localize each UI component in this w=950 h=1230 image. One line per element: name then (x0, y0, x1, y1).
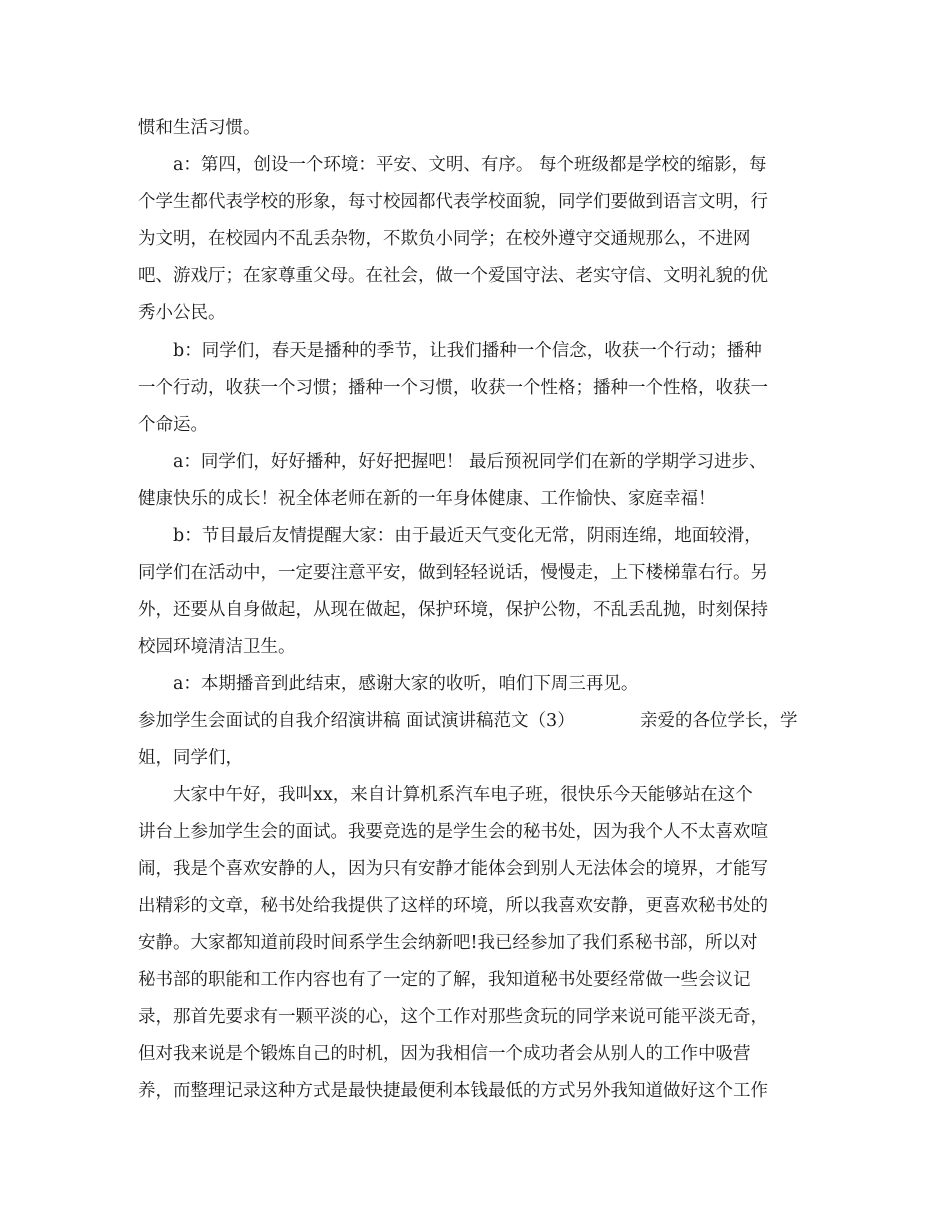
salutation: 亲爱的各位学长，学 (640, 711, 798, 731)
text-line: 同学们在活动中，一定要注意平安，做到轻轻说话，慢慢走，上下楼梯靠右行。另 (138, 563, 768, 583)
text-line: 大家中午好，我叫xx，来自计算机系汽车电子班，很快乐今天能够站在这个 (173, 785, 753, 805)
text-line: a：同学们，好好播种，好好把握吧！ 最后预祝同学们在新的学期学习进步、 (173, 452, 767, 472)
text-line: 出精彩的文章，秘书处给我提供了这样的环境，所以我喜欢安静，更喜欢秘书处的 (138, 896, 768, 916)
text-line: 养，而整理记录这种方式是最快捷最便利本钱最低的方式另外我知道做好这个工作 (138, 1081, 768, 1101)
text-line: 闹，我是个喜欢安静的人，因为只有安静才能体会到别人无法体会的境界，才能写 (138, 859, 768, 879)
text-line: 秘书部的职能和工作内容也有了一定的了解，我知道秘书处要经常做一些会议记 (138, 970, 751, 990)
text-line: b：同学们，春天是播种的季节，让我们播种一个信念，收获一个行动；播种 (173, 341, 762, 361)
section-heading: 参加学生会面试的自我介绍演讲稿 面试演讲稿范文（3） (138, 711, 575, 731)
text-line: 录，那首先要求有一颗平淡的心，这个工作对那些贪玩的同学来说可能平淡无奇， (138, 1007, 768, 1027)
text-line: 安静。大家都知道前段时间系学生会纳新吧!我已经参加了我们系秘书部，所以对 (138, 933, 758, 953)
text-line: 健康快乐的成长！祝全体老师在新的一年身体健康、工作愉快、家庭幸福！ (138, 489, 716, 509)
text-line: a：第四，创设一个环境：平安、文明、有序。 每个班级都是学校的缩影，每 (173, 155, 767, 175)
text-line: 姐，同学们， (138, 748, 243, 768)
text-line: 校园环境清洁卫生。 (138, 637, 296, 657)
text-line: b：节目最后友情提醒大家：由于最近天气变化无常，阴雨连绵，地面较滑， (173, 526, 762, 546)
text-line: 惯和生活习惯。 (138, 118, 261, 138)
text-line: 讲台上参加学生会的面试。我要竞选的是学生会的秘书处，因为我个人不太喜欢喧 (138, 822, 768, 842)
text-line: 吧、游戏厅；在家尊重父母。在社会，做一个爱国守法、老实守信、文明礼貌的优 (138, 266, 768, 286)
text-line: 秀小公民。 (138, 303, 226, 323)
text-line: 个命运。 (138, 415, 208, 435)
text-line: 但对我来说是个锻炼自己的时机，因为我相信一个成功者会从别人的工作中吸营 (138, 1044, 751, 1064)
text-line: 为文明，在校园内不乱丢杂物，不欺负小同学；在校外遵守交通规那么，不进网 (138, 229, 751, 249)
text-line: a：本期播音到此结束，感谢大家的收听，咱们下周三再见。 (173, 674, 639, 694)
text-line: 个学生都代表学校的形象，每寸校园都代表学校面貌，同学们要做到语言文明，行 (138, 192, 768, 212)
text-line: 一个行动，收获一个习惯；播种一个习惯，收获一个性格；播种一个性格，收获一 (138, 378, 768, 398)
text-line: 外，还要从自身做起，从现在做起，保护环境，保护公物，不乱丢乱抛，时刻保持 (138, 600, 768, 620)
